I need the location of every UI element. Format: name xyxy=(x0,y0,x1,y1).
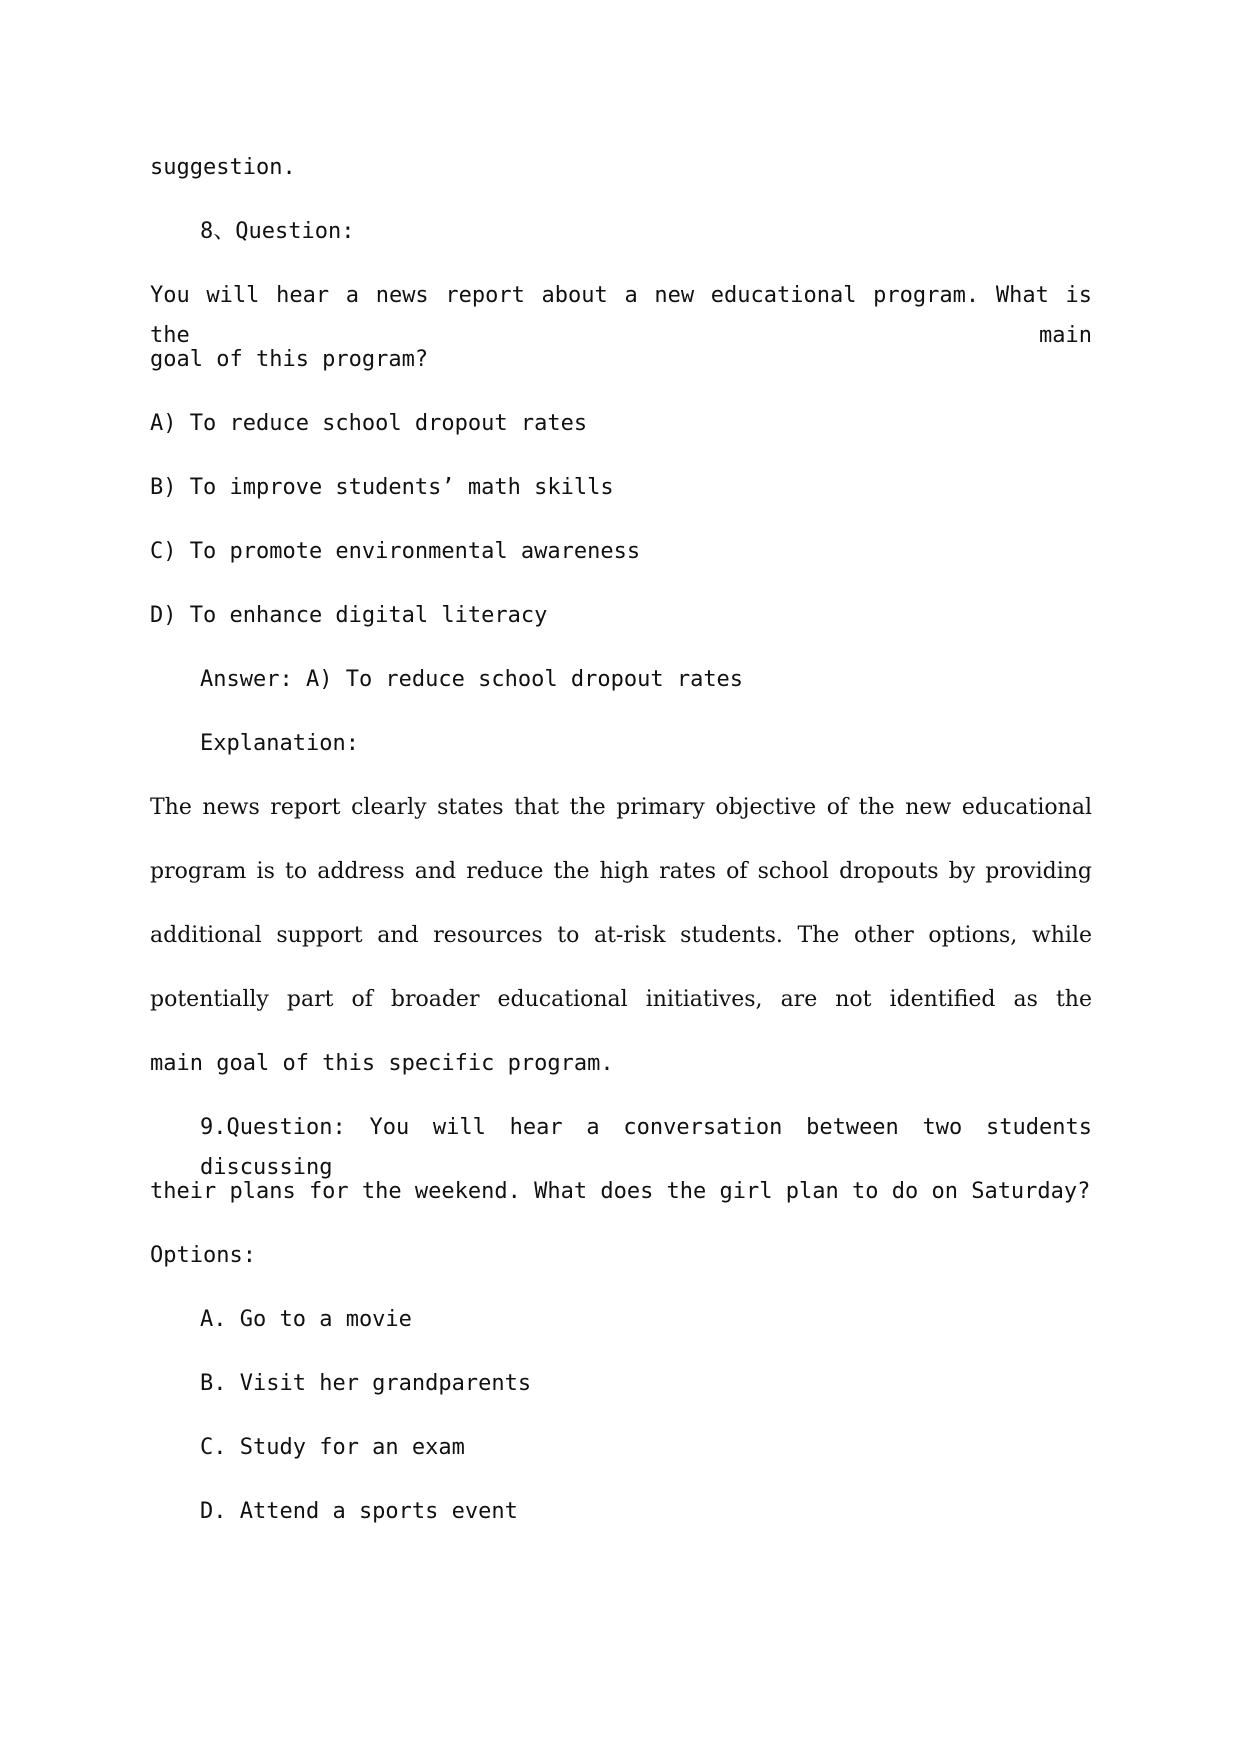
paragraph-end-line: suggestion. xyxy=(150,155,296,180)
explanation-line-1: The news report clearly states that the primary objective of the new educational xyxy=(150,795,1092,820)
question-9-text-line-2: their plans for the weekend. What does the girl plan to do on Saturday? xyxy=(150,1179,1091,1204)
option-c: C) To promote environmental awareness xyxy=(150,539,641,564)
question-9-text-line-1: 9.Question: You will hear a conversation between two students discussing xyxy=(200,1115,1092,1180)
options-heading: Options: xyxy=(150,1243,256,1268)
explanation-line-5: main goal of this specific program. xyxy=(150,1051,614,1076)
question-8-text-line-2: goal of this program? xyxy=(150,347,429,372)
option-a: A) To reduce school dropout rates xyxy=(150,411,588,436)
explanation-line-2: program is to address and reduce the high rates of school dropouts by providing xyxy=(150,859,1092,884)
question-8-text-line-1: You will hear a news report about a new educational program. What is the main xyxy=(150,283,1092,348)
option-d: D) To enhance digital literacy xyxy=(150,603,548,628)
explanation-line-4: potentially part of broader educational initiatives, are not identified as the xyxy=(150,987,1092,1012)
question-9-option-b: B. Visit her grandparents xyxy=(200,1371,532,1396)
answer-line: Answer: A) To reduce school dropout rates xyxy=(200,667,744,692)
option-b: B) To improve students’ math skills xyxy=(150,475,614,500)
question-8-heading: 8、Question: xyxy=(200,219,355,244)
explanation-heading: Explanation: xyxy=(200,731,359,756)
question-9-option-a: A. Go to a movie xyxy=(200,1307,412,1332)
explanation-line-3: additional support and resources to at-risk students. The other options, while xyxy=(150,923,1092,948)
question-9-option-d: D. Attend a sports event xyxy=(200,1499,518,1524)
question-9-option-c: C. Study for an exam xyxy=(200,1435,465,1460)
